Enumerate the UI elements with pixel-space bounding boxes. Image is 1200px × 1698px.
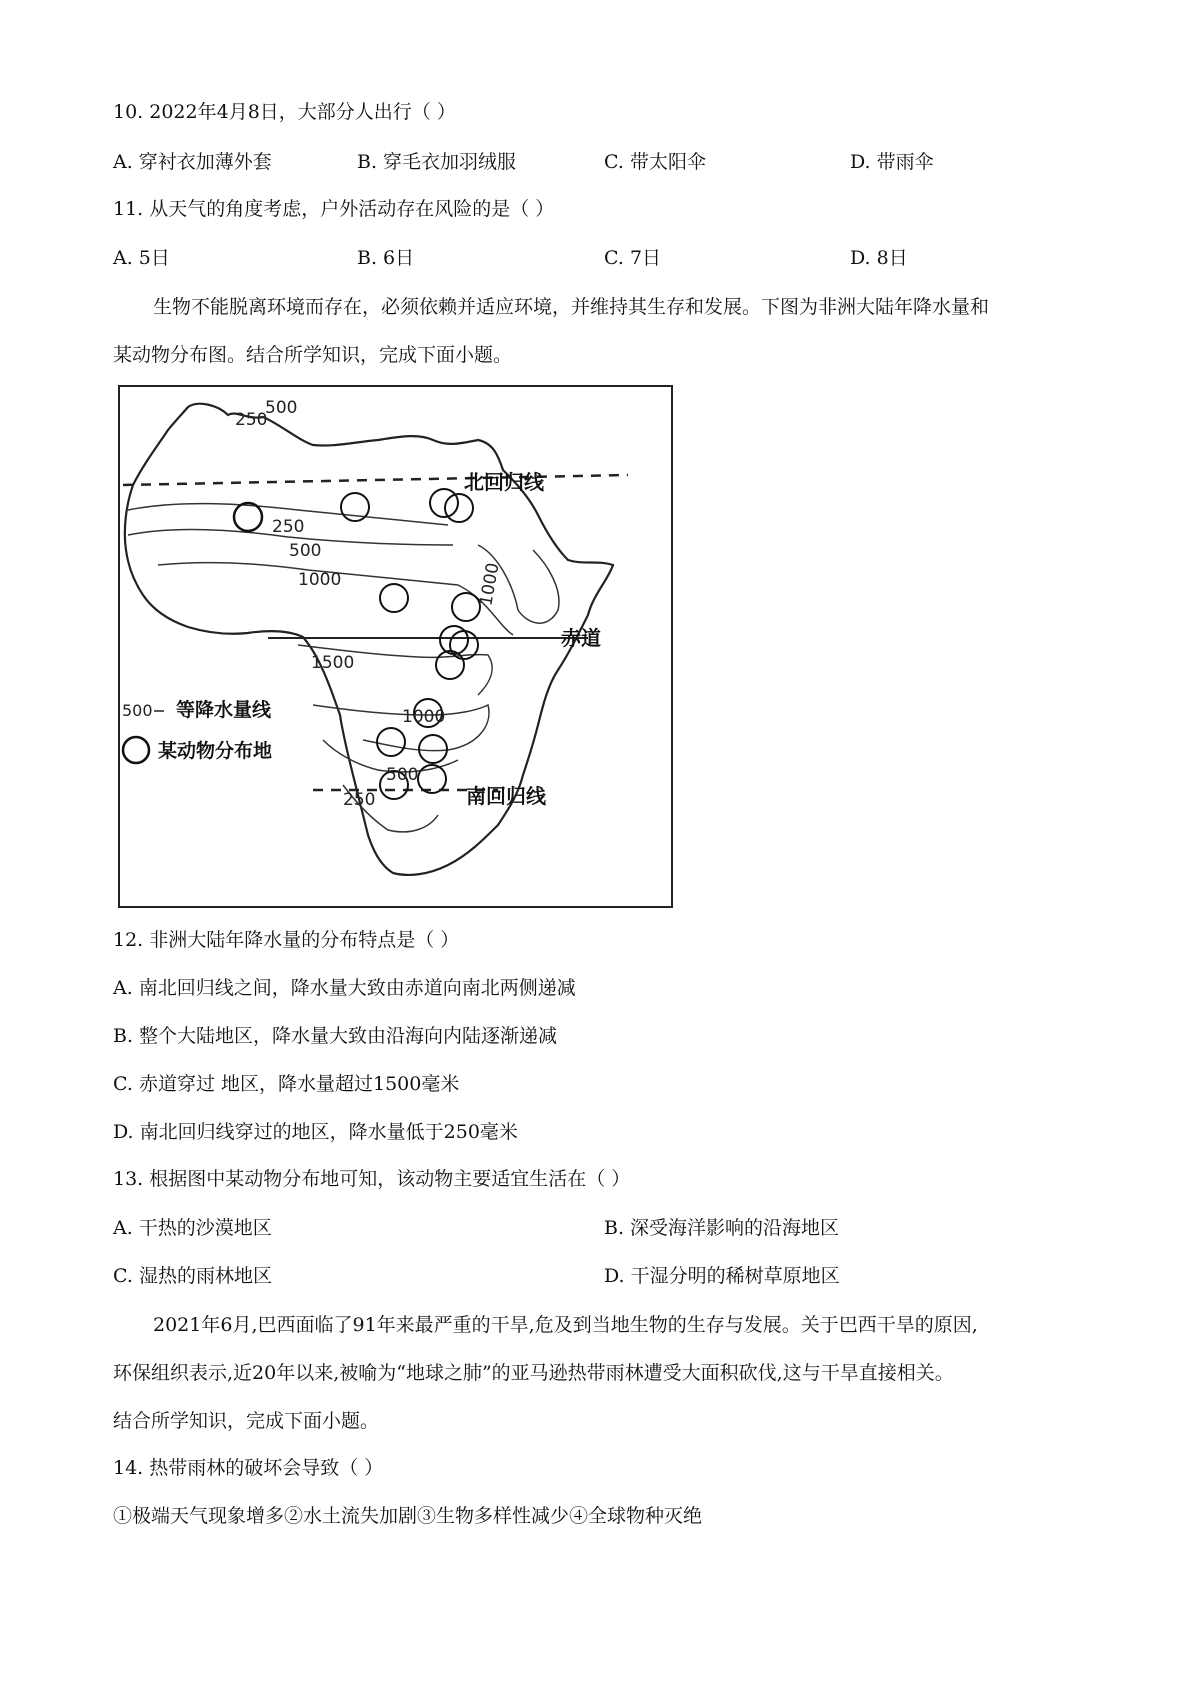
q13-option-b: B. 深受海洋影响的沿海地区 — [604, 1217, 840, 1239]
tropic-of-cancer-label: 北回归线 — [464, 470, 544, 494]
legend-isohyet-label: 等降水量线 — [176, 699, 272, 721]
legend-animal-label: 某动物分布地 — [158, 740, 273, 762]
isohyet-value: 250 — [272, 517, 305, 537]
legend-isohyet-sample: 500 — [122, 701, 153, 720]
tropic-of-capricorn-label: 南回归线 — [466, 784, 546, 808]
q14-items: ①极端天气现象增多②水土流失加剧③生物多样性减少④全球物种灭绝 — [113, 1505, 703, 1527]
q13-option-d: D. 干湿分明的稀树草原地区 — [604, 1265, 840, 1287]
q10-option-a: A. 穿衬衣加薄外套 — [113, 151, 272, 173]
intro-2-line-1: 2021年6月,巴西面临了91年来最严重的干旱,危及到当地生物的生存与发展。关于巴西干旱的原因, — [153, 1314, 978, 1336]
intro-1-line-2: 某动物分布图。结合所学知识，完成下面小题。 — [113, 344, 513, 366]
intro-2-line-2: 环保组织表示,近20年以来,被喻为“地球之肺”的亚马逊热带雨林遭受大面积砍伐,这与干旱直接相关。 — [113, 1362, 954, 1384]
q10-option-b: B. 穿毛衣加羽绒服 — [357, 151, 517, 173]
isohyet-value: 500 — [386, 765, 419, 785]
isohyet-value: 1000 — [402, 707, 446, 727]
q10-option-c: C. 带太阳伞 — [604, 151, 706, 173]
q11-option-d: D. 8日 — [850, 247, 908, 269]
africa-precipitation-map — [118, 385, 673, 908]
q13-option-c: C. 湿热的雨林地区 — [113, 1265, 272, 1287]
question-10-stem: 10. 2022年4月8日，大部分人出行（ ） — [113, 101, 456, 123]
question-11-stem: 11. 从天气的角度考虑，户外活动存在风险的是（ ） — [113, 198, 555, 220]
q11-option-b: B. 6日 — [357, 247, 415, 269]
q10-option-d: D. 带雨伞 — [850, 151, 934, 173]
q13-option-a: A. 干热的沙漠地区 — [113, 1217, 272, 1239]
q12-option-c: C. 赤道穿过 地区，降水量超过1500毫米 — [113, 1073, 460, 1095]
question-12-stem: 12. 非洲大陆年降水量的分布特点是（ ） — [113, 929, 460, 951]
intro-2-line-3: 结合所学知识，完成下面小题。 — [113, 1410, 380, 1432]
q11-option-c: C. 7日 — [604, 247, 662, 269]
isohyet-value: 1500 — [311, 653, 355, 673]
question-13-stem: 13. 根据图中某动物分布地可知，该动物主要适宜生活在（ ） — [113, 1168, 631, 1190]
isohyet-value: 1000 — [476, 561, 504, 608]
equator-label: 赤道 — [561, 626, 601, 650]
isohyet-value: 500 — [289, 541, 322, 561]
question-14-stem: 14. 热带雨林的破坏会导致（ ） — [113, 1457, 384, 1479]
q12-option-a: A. 南北回归线之间，降水量大致由赤道向南北两侧递减 — [113, 977, 576, 999]
q12-option-d: D. 南北回归线穿过的地区，降水量低于250毫米 — [113, 1121, 518, 1143]
isohyet-value: 1000 — [298, 570, 342, 590]
q12-option-b: B. 整个大陆地区，降水量大致由沿海向内陆逐渐递减 — [113, 1025, 558, 1047]
isohyet-value: 250 — [235, 410, 268, 430]
isohyet-value: 500 — [265, 398, 298, 418]
intro-1-line-1: 生物不能脱离环境而存在，必须依赖并适应环境，并维持其生存和发展。下图为非洲大陆年降水量和 — [153, 296, 990, 318]
map-svg — [118, 385, 673, 908]
isohyet-value: 250 — [343, 790, 376, 810]
q11-option-a: A. 5日 — [113, 247, 170, 269]
